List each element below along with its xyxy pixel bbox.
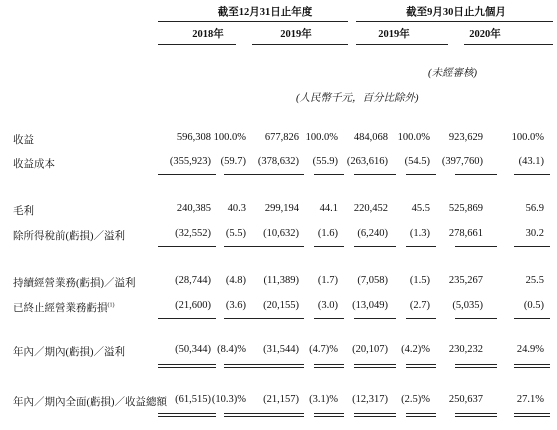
footnote-marker: (1) xyxy=(107,302,115,309)
cell-continuing-ops-amount-2018: (28,744) xyxy=(175,275,211,286)
row-label-total-comprehensive xyxy=(13,394,167,409)
cell-total-comprehensive-amount-2019-nm: (12,317) xyxy=(352,394,388,405)
cell-cost-of-revenue-amount-2019-nm: (263,616) xyxy=(346,156,388,167)
rule-after-discontinued-7 xyxy=(514,318,550,319)
cell-continuing-ops-pct-2020-nm: 25.5 xyxy=(525,275,544,286)
cell-revenue-pct-2019-nm: 100.0% xyxy=(397,132,430,143)
row-label-gross-profit xyxy=(13,203,34,218)
cell-total-comprehensive-pct-2019-nm: (2.5)% xyxy=(401,394,430,405)
cell-total-comprehensive-pct-2020-nm: 27.1% xyxy=(516,394,544,405)
year-header-2019: 2019年 xyxy=(280,29,312,40)
year-rule-2019 xyxy=(252,44,348,45)
cell-discontinued-ops-amount-2019: (20,155) xyxy=(263,300,299,311)
rule-after-period-profit-2 xyxy=(252,364,304,368)
year-rule-2018 xyxy=(158,44,236,45)
rule-after-total-4 xyxy=(354,413,396,417)
row-label-text: 毛利 xyxy=(13,206,34,217)
cell-total-comprehensive-amount-2018: (61,515) xyxy=(175,394,211,405)
rule-after-discontinued-6 xyxy=(455,318,497,319)
rule-after-total-7 xyxy=(514,413,550,417)
year-rule-2020-nm xyxy=(464,44,553,45)
cell-cost-of-revenue-amount-2018: (355,923) xyxy=(169,156,211,167)
cell-discontinued-ops-pct-2019: (3.0) xyxy=(317,300,338,311)
cell-total-comprehensive-pct-2018: (10.3)% xyxy=(211,394,246,405)
rule-after-total-2 xyxy=(252,413,304,417)
cell-profit-before-tax-amount-2020-nm: 278,661 xyxy=(448,228,483,239)
cell-continuing-ops-pct-2018: (4.8) xyxy=(225,275,246,286)
cell-period-profit-amount-2018: (50,344) xyxy=(175,344,211,355)
cell-cost-of-revenue-pct-2019: (55.9) xyxy=(312,156,338,167)
rule-after-period-profit-3 xyxy=(314,364,344,368)
cell-gross-profit-amount-2018: 240,385 xyxy=(176,203,211,214)
cell-gross-profit-pct-2019-nm: 45.5 xyxy=(411,203,430,214)
cell-profit-before-tax-pct-2019-nm: (1.3) xyxy=(409,228,430,239)
row-label-text: 年內／期內(虧損)／溢利 xyxy=(13,347,125,358)
year-header-2020-nine-months: 2020年 xyxy=(469,29,501,40)
cell-period-profit-amount-2019-nm: (20,107) xyxy=(352,344,388,355)
year-rule-2019-nm xyxy=(356,44,448,45)
rule-after-discontinued-2 xyxy=(252,318,304,319)
rule-after-pbt-2 xyxy=(252,246,304,247)
row-label-text: 年內／期內全面(虧損)／收益總額 xyxy=(13,397,167,408)
rule-after-pbt-3 xyxy=(314,246,344,247)
rule-after-cost-5 xyxy=(406,174,436,175)
cell-period-profit-amount-2020-nm: 230,232 xyxy=(448,344,483,355)
cell-profit-before-tax-pct-2018: (5.5) xyxy=(225,228,246,239)
cell-discontinued-ops-pct-2019-nm: (2.7) xyxy=(409,300,430,311)
cell-cost-of-revenue-amount-2019: (378,632) xyxy=(257,156,299,167)
rule-after-total-5 xyxy=(406,413,436,417)
row-label-continuing-ops xyxy=(13,275,136,290)
cell-period-profit-pct-2019: (4.7)% xyxy=(309,344,338,355)
cell-profit-before-tax-pct-2019: (1.6) xyxy=(317,228,338,239)
rule-after-discontinued-1 xyxy=(224,318,252,319)
row-label-text: 持續經營業務(虧損)／溢利 xyxy=(13,278,136,289)
row-label-text: 已終止經營業務虧損 xyxy=(13,303,108,314)
cell-discontinued-ops-pct-2020-nm: (0.5) xyxy=(523,300,544,311)
rule-after-discontinued-4 xyxy=(354,318,396,319)
rule-after-discontinued-3 xyxy=(314,318,344,319)
currency-note: (人民幣千元，百分比除外) xyxy=(296,93,419,104)
row-label-profit-before-tax xyxy=(13,228,125,243)
header-rule-left xyxy=(158,21,348,22)
period-header-years: 截至12月31日止年度 xyxy=(217,7,313,18)
cell-revenue-pct-2019: 100.0% xyxy=(305,132,338,143)
cell-gross-profit-pct-2019: 44.1 xyxy=(319,203,338,214)
rule-after-total-0 xyxy=(158,413,216,417)
cell-cost-of-revenue-amount-2020-nm: (397,760) xyxy=(441,156,483,167)
cell-revenue-amount-2019-nm: 484,068 xyxy=(353,132,388,143)
cell-revenue-pct-2020-nm: 100.0% xyxy=(511,132,544,143)
rule-after-cost-0 xyxy=(158,174,216,175)
header-rule-right xyxy=(356,21,553,22)
cell-profit-before-tax-pct-2020-nm: 30.2 xyxy=(525,228,544,239)
cell-continuing-ops-amount-2019: (11,389) xyxy=(263,275,299,286)
rule-after-pbt-1 xyxy=(224,246,252,247)
rule-after-total-6 xyxy=(455,413,497,417)
rule-after-pbt-4 xyxy=(354,246,396,247)
rule-after-period-profit-0 xyxy=(158,364,216,368)
row-label-text: 收益成本 xyxy=(13,159,55,170)
cell-total-comprehensive-amount-2019: (21,157) xyxy=(263,394,299,405)
rule-after-period-profit-4 xyxy=(354,364,396,368)
rule-after-pbt-5 xyxy=(406,246,436,247)
cell-gross-profit-amount-2020-nm: 525,869 xyxy=(448,203,483,214)
cell-gross-profit-amount-2019: 299,194 xyxy=(264,203,299,214)
rule-after-pbt-0 xyxy=(158,246,216,247)
rule-after-period-profit-7 xyxy=(514,364,550,368)
cell-revenue-amount-2018: 596,308 xyxy=(176,132,211,143)
cell-period-profit-amount-2019: (31,544) xyxy=(263,344,299,355)
rule-after-cost-2 xyxy=(252,174,304,175)
row-label-revenue xyxy=(13,132,34,147)
rule-after-total-3 xyxy=(314,413,344,417)
cell-period-profit-pct-2018: (8.4)% xyxy=(217,344,246,355)
cell-gross-profit-pct-2020-nm: 56.9 xyxy=(525,203,544,214)
cell-gross-profit-amount-2019-nm: 220,452 xyxy=(353,203,388,214)
cell-discontinued-ops-pct-2018: (3.6) xyxy=(225,300,246,311)
cell-revenue-pct-2018: 100.0% xyxy=(213,132,246,143)
cell-period-profit-pct-2020-nm: 24.9% xyxy=(516,344,544,355)
rule-after-cost-7 xyxy=(514,174,550,175)
cell-revenue-amount-2019: 677,826 xyxy=(264,132,299,143)
cell-profit-before-tax-amount-2019: (10,632) xyxy=(263,228,299,239)
cell-cost-of-revenue-pct-2019-nm: (54.5) xyxy=(404,156,430,167)
cell-cost-of-revenue-pct-2020-nm: (43.1) xyxy=(518,156,544,167)
cell-continuing-ops-pct-2019: (1.7) xyxy=(317,275,338,286)
cell-continuing-ops-amount-2020-nm: 235,267 xyxy=(448,275,483,286)
cell-total-comprehensive-amount-2020-nm: 250,637 xyxy=(448,394,483,405)
cell-gross-profit-pct-2018: 40.3 xyxy=(227,203,246,214)
cell-cost-of-revenue-pct-2018: (59.7) xyxy=(220,156,246,167)
row-label-text: 收益 xyxy=(13,135,34,146)
year-header-2018: 2018年 xyxy=(192,29,224,40)
rule-after-pbt-7 xyxy=(514,246,550,247)
year-header-2019-nine-months: 2019年 xyxy=(378,29,410,40)
cell-discontinued-ops-amount-2018: (21,600) xyxy=(175,300,211,311)
rule-after-total-1 xyxy=(224,413,252,417)
cell-profit-before-tax-amount-2019-nm: (6,240) xyxy=(357,228,388,239)
rule-after-period-profit-1 xyxy=(224,364,252,368)
row-label-cost-of-revenue xyxy=(13,156,55,171)
cell-total-comprehensive-pct-2019: (3.1)% xyxy=(309,394,338,405)
cell-profit-before-tax-amount-2018: (32,552) xyxy=(175,228,211,239)
rule-after-discontinued-5 xyxy=(406,318,436,319)
rule-after-cost-1 xyxy=(224,174,252,175)
period-header-nine-months: 截至9月30日止九個月 xyxy=(406,7,506,18)
rule-after-discontinued-0 xyxy=(158,318,216,319)
rule-after-cost-3 xyxy=(314,174,344,175)
rule-after-period-profit-5 xyxy=(406,364,436,368)
row-label-text: 除所得稅前(虧損)／溢利 xyxy=(13,231,125,242)
cell-discontinued-ops-amount-2020-nm: (5,035) xyxy=(452,300,483,311)
cell-period-profit-pct-2019-nm: (4.2)% xyxy=(401,344,430,355)
rule-after-cost-4 xyxy=(354,174,396,175)
rule-after-period-profit-6 xyxy=(455,364,497,368)
cell-continuing-ops-pct-2019-nm: (1.5) xyxy=(409,275,430,286)
rule-after-pbt-6 xyxy=(455,246,497,247)
cell-revenue-amount-2020-nm: 923,629 xyxy=(448,132,483,143)
row-label-discontinued-ops xyxy=(13,300,115,315)
rule-after-cost-6 xyxy=(455,174,497,175)
cell-discontinued-ops-amount-2019-nm: (13,049) xyxy=(352,300,388,311)
unaudited-note: (未經審核) xyxy=(428,68,477,79)
cell-continuing-ops-amount-2019-nm: (7,058) xyxy=(357,275,388,286)
row-label-period-profit xyxy=(13,344,125,359)
